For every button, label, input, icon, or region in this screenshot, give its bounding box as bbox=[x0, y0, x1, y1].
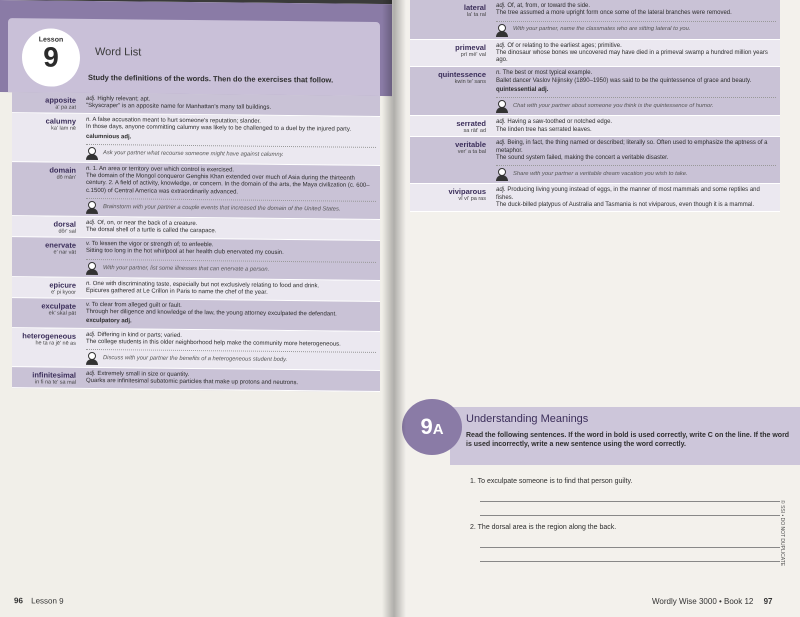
example-sentence: In those days, anyone committing calumny was likely to be challenged to a duel by the injured party. bbox=[86, 124, 352, 133]
left-page bbox=[0, 0, 392, 617]
example-sentence: The linden tree has serrated leaves. bbox=[496, 126, 592, 133]
definition: Of, on, or near the back of a creature. bbox=[97, 220, 198, 228]
left-footer bbox=[14, 596, 64, 606]
headword: infinitesimal bbox=[32, 370, 76, 380]
pronunciation: e' pi kyoor bbox=[51, 289, 76, 296]
word-entry bbox=[12, 367, 380, 392]
partner-talk-icon bbox=[86, 201, 99, 214]
book-gutter bbox=[382, 0, 406, 617]
definition: A false accusation meant to hurt someone's reputation; slander. bbox=[92, 116, 261, 125]
example-sentence: Sitting too long in the hot whirlpool at her health club enervated my cousin. bbox=[86, 248, 284, 257]
definition-column bbox=[492, 67, 780, 115]
partner-prompt: With your partner, list some illnesses that can enervate a person. bbox=[103, 264, 270, 273]
headword: calumny bbox=[45, 116, 76, 126]
definition: Of, at, from, or toward the side. bbox=[507, 3, 591, 9]
word-column bbox=[12, 298, 82, 328]
word-column bbox=[12, 237, 82, 276]
word-column bbox=[12, 92, 82, 113]
headword: apposite bbox=[45, 95, 76, 105]
lesson-number: 9 bbox=[43, 41, 59, 73]
example-sentence: The college students in this older neighborhood help make the community more heterogeneous. bbox=[86, 338, 341, 348]
partner-activity bbox=[86, 144, 376, 163]
headword: enervate bbox=[45, 240, 76, 250]
word-entry bbox=[12, 298, 380, 332]
section-number: 9 bbox=[420, 414, 433, 439]
example-sentence: The dorsal shell of a turtle is called the carapace. bbox=[86, 227, 217, 235]
part-of-speech: adj. bbox=[86, 219, 96, 227]
definition: Differing in kind or parts; varied. bbox=[97, 331, 182, 339]
pronunciation: la' ta ral bbox=[466, 12, 486, 18]
pronunciation: he ta ra jē' nē as bbox=[35, 339, 76, 347]
pronunciation: ver' a ta bal bbox=[457, 149, 486, 156]
partner-activity bbox=[86, 349, 376, 368]
definition-column bbox=[82, 163, 380, 219]
word-list-title: Word List bbox=[95, 45, 142, 59]
answer-line[interactable] bbox=[480, 502, 780, 516]
part-of-speech: n. bbox=[496, 70, 502, 77]
partner-activity bbox=[86, 259, 376, 278]
pronunciation: in fi na te' sa mal bbox=[34, 379, 76, 386]
lesson-label: Lesson bbox=[38, 36, 64, 44]
definition: The best or most typical example. bbox=[502, 70, 593, 77]
pronunciation: vī vi' pa ras bbox=[458, 196, 486, 203]
right-page-number: 97 bbox=[763, 597, 773, 606]
definition-column bbox=[82, 299, 380, 331]
part-of-speech: adj. bbox=[496, 140, 506, 147]
headword: exculpate bbox=[41, 301, 76, 311]
headword: serrated bbox=[456, 119, 486, 129]
definition-column bbox=[492, 137, 780, 183]
lesson-badge bbox=[22, 28, 80, 87]
definition: Highly relevant; apt. bbox=[97, 96, 151, 103]
partner-prompt: Ask your partner what recourse someone might have against calumny. bbox=[103, 149, 284, 158]
definition-column bbox=[82, 93, 380, 116]
right-page bbox=[392, 0, 800, 617]
word-column bbox=[410, 137, 492, 183]
headword: epicure bbox=[49, 280, 76, 290]
partner-talk-icon bbox=[496, 168, 509, 181]
pronunciation: kwin te' sans bbox=[454, 79, 486, 86]
section-letter: A bbox=[432, 421, 444, 438]
word-column bbox=[12, 113, 82, 162]
pronunciation: dō mān' bbox=[56, 174, 76, 181]
derived-form: quintessential adj. bbox=[496, 87, 549, 94]
partner-prompt: Discuss with your partner the benefits of a heterogeneous student body. bbox=[103, 355, 288, 364]
pronunciation: sa rāt' ad bbox=[463, 128, 486, 135]
section-badge bbox=[402, 399, 462, 455]
exercise-section-header bbox=[392, 393, 800, 473]
definition: Being, in fact, the thing named or described; literally so. Often used to emphasize the aptness of a metaphor. bbox=[496, 140, 768, 154]
definition-column bbox=[82, 114, 380, 165]
definition: Having a saw-toothed or notched edge. bbox=[507, 119, 613, 126]
right-footer-label: Wordly Wise 3000 • Book 12 bbox=[652, 597, 754, 606]
answer-line[interactable] bbox=[480, 548, 780, 562]
word-entry bbox=[410, 67, 780, 116]
left-footer-label: Lesson 9 bbox=[31, 596, 64, 606]
pronunciation: dôr' sal bbox=[58, 228, 76, 235]
word-column bbox=[410, 184, 492, 211]
headword: domain bbox=[49, 165, 76, 175]
pronunciation: a' pa zat bbox=[55, 104, 76, 111]
definition-column bbox=[492, 116, 780, 136]
exercise-item: 2. The dorsal area is the region along the back. bbox=[470, 524, 617, 531]
definition: Of or relating to the earliest ages; primitive. bbox=[507, 42, 622, 49]
pronunciation: ka' lam nē bbox=[51, 125, 76, 132]
headword: lateral bbox=[463, 3, 486, 12]
part-of-speech: v. bbox=[86, 301, 91, 308]
section-instructions: Read the following sentences. If the word in bold is used correctly, write C on the line. If the word is used incorrectly, write a new sentence using the word correctly. bbox=[466, 432, 790, 448]
definition-column bbox=[82, 238, 380, 280]
word-column bbox=[12, 328, 82, 367]
derived-form: calumnious adj. bbox=[86, 133, 132, 140]
example-sentence: Epicures gathered at Le Crillon in Paris to name the chef of the year. bbox=[86, 287, 268, 296]
headword: veritable bbox=[455, 140, 486, 150]
example-sentence: The sound system failed, making the concert a veritable disaster. bbox=[496, 154, 669, 161]
word-column bbox=[410, 40, 492, 67]
exercise-item: 1. To exculpate someone is to find that person guilty. bbox=[470, 478, 633, 485]
pronunciation: ek' skal pāt bbox=[48, 310, 76, 317]
headword: quintessence bbox=[438, 70, 486, 80]
partner-activity bbox=[496, 97, 776, 113]
example-sentence: The duck-billed platypus of Australia and Tasmania is not viviparous, even though it is a mammal. bbox=[496, 201, 755, 208]
word-entry bbox=[410, 116, 780, 137]
word-list-instructions: Study the definitions of the words. Then do the exercises that follow. bbox=[88, 72, 334, 85]
answer-line[interactable] bbox=[480, 534, 780, 548]
word-entry bbox=[12, 113, 380, 166]
partner-prompt: Brainstorm with your partner a couple events that increased the domain of the United States. bbox=[103, 204, 341, 213]
example-sentence: The domain of the Mongol conqueror Genghis Khan extended over much of Asia during the thirteenth century. 2. A field of activity, knowledge, or concern. In the domain of the arts, the Maya civilization (c. 600–c.1500) of Central America was extraordinarily advanced. bbox=[86, 173, 370, 196]
example-sentence: Quarks are infinitesimal subatomic particles that make up protons and neutrons. bbox=[86, 378, 299, 387]
part-of-speech: adj. bbox=[496, 119, 506, 126]
partner-prompt: Chat with your partner about someone you think is the quintessence of humor. bbox=[513, 103, 714, 110]
part-of-speech: n. bbox=[86, 116, 92, 123]
pronunciation: prī mē' val bbox=[460, 51, 486, 58]
word-entry bbox=[12, 328, 380, 371]
part-of-speech: n. bbox=[86, 280, 92, 287]
example-sentence: The dinosaur whose bones we uncovered may have died in a primeval swamp a hundred million years ago. bbox=[496, 49, 768, 64]
word-entry bbox=[410, 184, 780, 212]
partner-talk-icon bbox=[86, 352, 99, 365]
definition-column bbox=[82, 217, 380, 240]
word-entry bbox=[410, 137, 780, 184]
word-column bbox=[410, 0, 492, 39]
exercise-list bbox=[470, 478, 780, 562]
word-entry bbox=[12, 237, 380, 280]
answer-line[interactable] bbox=[480, 488, 780, 502]
partner-talk-icon bbox=[496, 100, 509, 113]
definition-column bbox=[492, 0, 780, 39]
definition-column bbox=[492, 40, 780, 67]
section-title-bar bbox=[450, 407, 800, 465]
word-entry bbox=[410, 0, 780, 40]
part-of-speech: adj. bbox=[496, 3, 506, 9]
definition: 1. An area or territory over which control is exercised. bbox=[92, 165, 235, 174]
example-sentence: Through her diligence and knowledge of the law, the young attorney exculpated the defendant. bbox=[86, 308, 337, 318]
definition: To lessen the vigor or strength of; to enfeeble. bbox=[91, 241, 214, 249]
right-footer bbox=[652, 597, 773, 606]
word-column bbox=[12, 277, 82, 298]
definition-column bbox=[82, 368, 380, 391]
headword: heterogeneous bbox=[22, 330, 76, 341]
definition: One with discriminating taste, especially but not exclusively relating to food and drink. bbox=[92, 280, 320, 290]
word-column bbox=[12, 367, 82, 388]
partner-activity bbox=[86, 198, 376, 217]
part-of-speech: adj. bbox=[496, 42, 506, 49]
example-sentence: The tree assumed a more upright form once some of the lateral branches were removed. bbox=[496, 10, 732, 17]
part-of-speech: adj. bbox=[86, 331, 96, 338]
word-entry bbox=[12, 162, 380, 220]
word-list-right bbox=[410, 0, 780, 212]
definition-column bbox=[82, 328, 380, 370]
definition-column bbox=[492, 184, 780, 211]
word-column bbox=[410, 67, 492, 115]
definition-column bbox=[82, 278, 380, 301]
part-of-speech: adj. bbox=[86, 95, 96, 103]
part-of-speech: n. bbox=[86, 165, 92, 172]
word-column bbox=[12, 162, 82, 216]
partner-activity bbox=[496, 165, 776, 181]
partner-talk-icon bbox=[496, 24, 509, 37]
derived-form: exculpatory adj. bbox=[86, 318, 132, 325]
copyright-note: © SSI • DO NOT DUPLICATE bbox=[779, 500, 785, 567]
example-sentence: Ballet dancer Vaslov Nijinsky (1890–1950) was said to be the quintessence of grace and beauty. bbox=[496, 77, 752, 84]
partner-talk-icon bbox=[86, 262, 99, 275]
partner-talk-icon bbox=[86, 147, 99, 160]
definition: To clear from alleged guilt or fault. bbox=[91, 301, 182, 309]
example-sentence: "Skyscraper" is an apposite name for Manhattan's many tall buildings. bbox=[86, 103, 272, 112]
partner-activity bbox=[496, 21, 776, 37]
word-column bbox=[12, 216, 82, 237]
definition: Extremely small in size or quantity. bbox=[97, 371, 190, 379]
headword: dorsal bbox=[53, 219, 76, 229]
section-title: Understanding Meanings bbox=[466, 413, 589, 425]
headword: viviparous bbox=[448, 187, 486, 197]
partner-prompt: With your partner, name the classmates who are sitting lateral to you. bbox=[513, 26, 691, 33]
word-list-left bbox=[12, 92, 380, 392]
pronunciation: e' nar vāt bbox=[53, 249, 76, 256]
left-page-number: 96 bbox=[14, 596, 23, 606]
definition: Producing living young instead of eggs, in the manner of most mammals and some reptiles and fishes. bbox=[496, 187, 760, 201]
word-entry bbox=[410, 40, 780, 68]
headword: primeval bbox=[455, 42, 486, 52]
part-of-speech: adj. bbox=[496, 187, 506, 194]
partner-prompt: Share with your partner a veritable dream vacation you wish to take. bbox=[513, 171, 688, 178]
part-of-speech: v. bbox=[86, 240, 91, 248]
word-column bbox=[410, 116, 492, 136]
part-of-speech: adj. bbox=[86, 371, 96, 378]
